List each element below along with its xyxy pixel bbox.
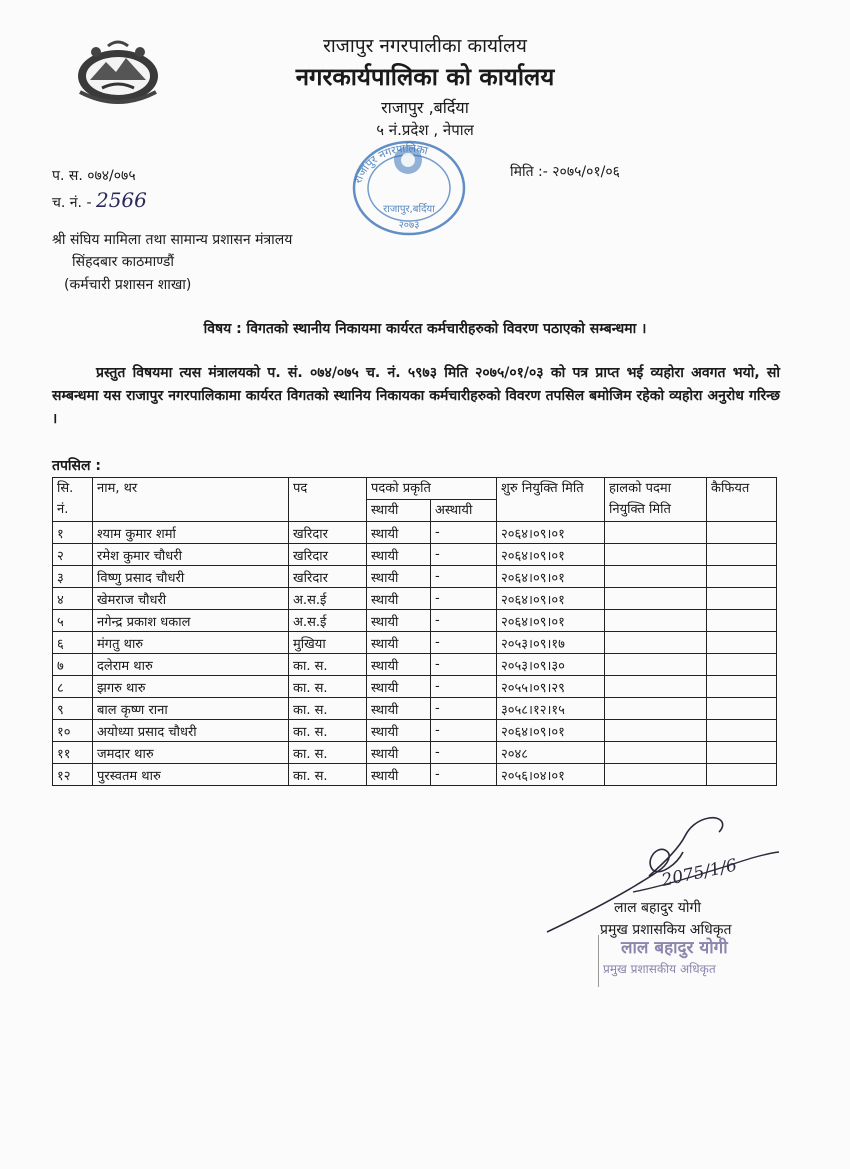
cell-post: का. स. — [289, 720, 367, 742]
cell-name: मंगतु थारु — [93, 632, 289, 654]
cell-permanent: स्थायी — [367, 588, 431, 610]
cell-permanent: स्थायी — [367, 566, 431, 588]
table-row — [53, 654, 777, 676]
cell-temporary: - — [431, 698, 497, 720]
dispatch-label: च. नं. - — [52, 195, 92, 211]
cell-permanent: स्थायी — [367, 610, 431, 632]
cell-first: २०६४।०९।०१ — [497, 544, 605, 566]
cell-current — [605, 632, 707, 654]
signature-date: 2075/1/6 — [659, 855, 739, 891]
cell-post: खरिदार — [289, 566, 367, 588]
cell-current — [605, 698, 707, 720]
cell-first: २०६४।०९।०१ — [497, 522, 605, 544]
table-row — [53, 522, 777, 544]
cell-remarks — [707, 676, 777, 698]
recipient-ministry: श्री संघिय मामिला तथा सामान्य प्रशासन मंत्रालय — [52, 232, 293, 248]
cell-name: पुरस्वतम थारु — [93, 764, 289, 786]
header-sn: सि. नं. — [53, 478, 93, 522]
cell-temporary: - — [431, 566, 497, 588]
cell-permanent: स्थायी — [367, 764, 431, 786]
cell-name: बाल कृष्ण राना — [93, 698, 289, 720]
cell-sn: ९ — [53, 698, 93, 720]
cell-name: खेमराज चौधरी — [93, 588, 289, 610]
cell-sn: १ — [53, 522, 93, 544]
cell-remarks — [707, 764, 777, 786]
seal-location: राजापुर,बर्दिया — [383, 204, 435, 215]
table-row — [53, 720, 777, 742]
employee-table — [52, 477, 777, 786]
table-row — [53, 588, 777, 610]
cell-post: का. स. — [289, 764, 367, 786]
table-row — [53, 566, 777, 588]
cell-permanent: स्थायी — [367, 720, 431, 742]
cell-sn: ११ — [53, 742, 93, 764]
header-first-appointment: शुरु नियुक्ति मिति — [497, 478, 605, 522]
cell-permanent: स्थायी — [367, 698, 431, 720]
cell-permanent: स्थायी — [367, 654, 431, 676]
header-remarks: कैफियत — [707, 478, 777, 522]
cell-post: अ.स.ई — [289, 610, 367, 632]
employee-table-body — [53, 522, 777, 786]
cell-current — [605, 588, 707, 610]
cell-current — [605, 676, 707, 698]
cell-first: २०५६।०४।०१ — [497, 764, 605, 786]
cell-post: खरिदार — [289, 544, 367, 566]
letter-date: मिति :- २०७५/०१/०६ — [510, 164, 620, 180]
cell-sn: २ — [53, 544, 93, 566]
cell-remarks — [707, 698, 777, 720]
cell-remarks — [707, 720, 777, 742]
cell-name: विष्णु प्रसाद चौधरी — [93, 566, 289, 588]
cell-current — [605, 544, 707, 566]
cell-temporary: - — [431, 522, 497, 544]
cell-first: ३०५८।१२।१५ — [497, 698, 605, 720]
cell-post: का. स. — [289, 676, 367, 698]
letter-subject: विषय : विगतको स्थानीय निकायमा कार्यरत कर्मचारीहरुको विवरण पठाएको सम्बन्धमा । — [203, 321, 647, 337]
cell-current — [605, 720, 707, 742]
cell-temporary: - — [431, 610, 497, 632]
cell-name: श्याम कुमार शर्मा — [93, 522, 289, 544]
cell-remarks — [707, 544, 777, 566]
cell-current — [605, 654, 707, 676]
cell-sn: ६ — [53, 632, 93, 654]
cell-first: २०६४।०९।०१ — [497, 720, 605, 742]
dispatch-value: 2566 — [95, 188, 147, 212]
cell-permanent: स्थायी — [367, 544, 431, 566]
cell-permanent: स्थायी — [367, 522, 431, 544]
header-current-appointment: हालको पदमा नियुक्ति मिति — [605, 478, 707, 522]
office-province: ५ नं.प्रदेश , नेपाल — [376, 121, 474, 139]
cell-post: खरिदार — [289, 522, 367, 544]
cell-name: जमदार थारु — [93, 742, 289, 764]
cell-first: २०६४।०९।०१ — [497, 588, 605, 610]
cell-first: २०५३।०९।३० — [497, 654, 605, 676]
cell-temporary: - — [431, 544, 497, 566]
recipient-section: (कर्मचारी प्रशासन शाखा) — [64, 277, 192, 293]
header-nature: पदको प्रकृति — [367, 478, 497, 500]
cell-temporary: - — [431, 632, 497, 654]
cell-current — [605, 522, 707, 544]
header-post: पद — [289, 478, 367, 522]
table-row — [53, 698, 777, 720]
cell-name: रमेश कुमार चौधरी — [93, 544, 289, 566]
cell-sn: ५ — [53, 610, 93, 632]
cell-sn: ४ — [53, 588, 93, 610]
cell-first: २०५३।०९।१७ — [497, 632, 605, 654]
cell-remarks — [707, 654, 777, 676]
cell-permanent: स्थायी — [367, 742, 431, 764]
cell-remarks — [707, 566, 777, 588]
cell-sn: १२ — [53, 764, 93, 786]
cell-post: का. स. — [289, 698, 367, 720]
recipient-location: सिंहदबार काठमाण्डौं — [72, 254, 175, 270]
cell-temporary: - — [431, 742, 497, 764]
header-name: नाम, थर — [93, 478, 289, 522]
cell-remarks — [707, 742, 777, 764]
cell-permanent: स्थायी — [367, 676, 431, 698]
cell-post: का. स. — [289, 742, 367, 764]
cell-name: दलेराम थारु — [93, 654, 289, 676]
cell-sn: ७ — [53, 654, 93, 676]
dispatch-number — [52, 188, 147, 212]
cell-remarks — [707, 610, 777, 632]
cell-remarks — [707, 632, 777, 654]
cell-name: नगेन्द्र प्रकाश धकाल — [93, 610, 289, 632]
table-row — [53, 742, 777, 764]
cell-current — [605, 610, 707, 632]
cell-remarks — [707, 588, 777, 610]
cell-post: अ.स.ई — [289, 588, 367, 610]
municipality-seal-icon — [346, 134, 472, 238]
cell-temporary: - — [431, 654, 497, 676]
seal-year: २०७३ — [398, 220, 420, 231]
signatory-title: प्रमुख प्रशासकिय अधिकृत — [600, 922, 732, 938]
official-stamp — [598, 935, 779, 987]
cell-post: मुखिया — [289, 632, 367, 654]
cell-current — [605, 742, 707, 764]
header-temporary: अस्थायी — [431, 500, 497, 522]
cell-temporary: - — [431, 720, 497, 742]
cell-first: २०६४।०९।०१ — [497, 610, 605, 632]
cell-first: २०४८ — [497, 742, 605, 764]
office-location: राजापुर ,बर्दिया — [381, 98, 469, 117]
table-label: तपसिल : — [52, 458, 101, 474]
cell-name: अयोध्या प्रसाद चौधरी — [93, 720, 289, 742]
stamp-title: प्रमुख प्रशासकीय अधिकृत — [603, 962, 716, 976]
cell-permanent: स्थायी — [367, 632, 431, 654]
cell-temporary: - — [431, 676, 497, 698]
cell-sn: १० — [53, 720, 93, 742]
reference-number: प. स. ०७४/०७५ — [52, 168, 136, 184]
cell-first: २०५५।०९।२९ — [497, 676, 605, 698]
executive-office-name: नगरकार्यपालिका को कार्यालय — [295, 63, 555, 91]
cell-temporary: - — [431, 588, 497, 610]
table-row — [53, 544, 777, 566]
cell-first: २०६४।०९।०१ — [497, 566, 605, 588]
cell-post: का. स. — [289, 654, 367, 676]
cell-current — [605, 764, 707, 786]
cell-sn: ८ — [53, 676, 93, 698]
signatory-name: लाल बहादुर योगी — [614, 900, 701, 916]
nepal-emblem-icon — [66, 36, 170, 110]
cell-remarks — [707, 522, 777, 544]
office-name: राजापुर नगरपालीका कार्यालय — [323, 35, 527, 57]
cell-sn: ३ — [53, 566, 93, 588]
table-row — [53, 676, 777, 698]
table-row — [53, 764, 777, 786]
cell-name: झगरु थारु — [93, 676, 289, 698]
table-row — [53, 632, 777, 654]
header-permanent: स्थायी — [367, 500, 431, 522]
letter-body: प्रस्तुत विषयमा त्यस मंत्रालयको प. सं. ०७४/०७५ च. नं. ५९७३ मिति २०७५/०१/०३ को पत्र प्राप्त भई व्यहोरा अवगत भयो, सो सम्बन्धमा यस राजापुर नगरपालिकामा कार्यरत विगतको स्थानिय निकायका कर्मचारीहरुको विवरण तपसिल बमोजिम रहेको व्यहोरा अनुरोध गरिन्छ । — [52, 365, 780, 427]
cell-temporary: - — [431, 764, 497, 786]
seal-text: राजापुर नगरपालिका — [351, 141, 430, 186]
table-row — [53, 610, 777, 632]
stamp-name: लाल बहादुर योगी — [621, 938, 728, 958]
cell-current — [605, 566, 707, 588]
